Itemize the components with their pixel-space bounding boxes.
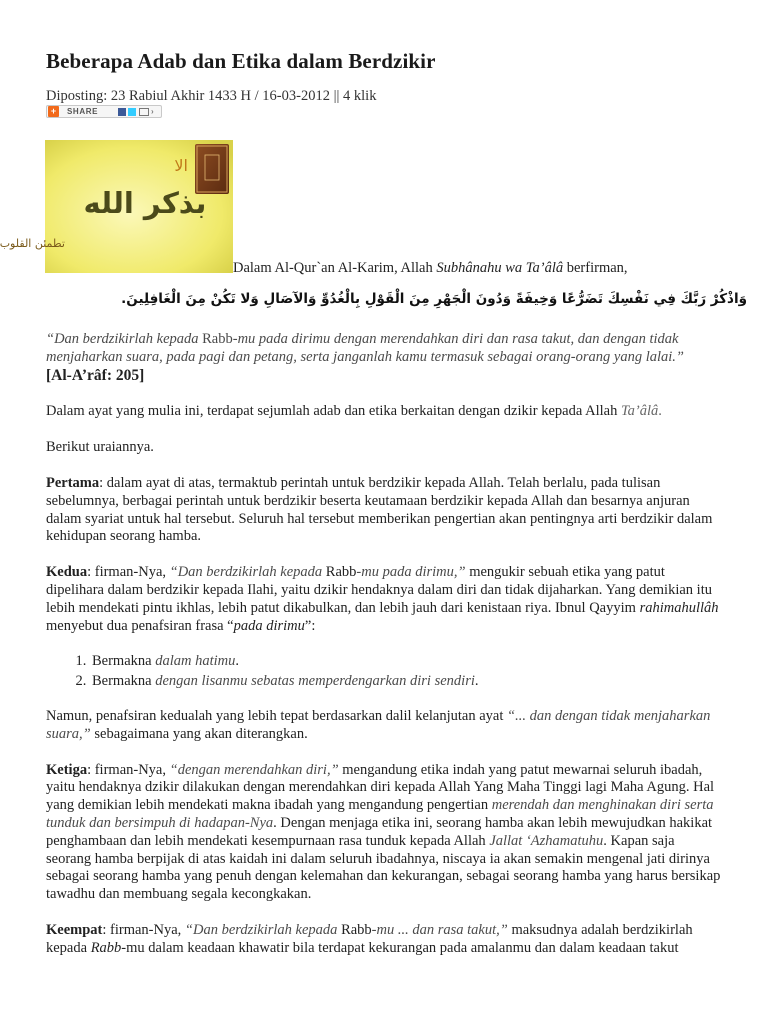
quote-text: “Dan berdzikirlah kepada bbox=[169, 564, 326, 581]
plus-icon: + bbox=[48, 106, 59, 117]
intro-suffix: berfirman, bbox=[563, 260, 628, 276]
verse-citation-line bbox=[46, 367, 722, 386]
article-image bbox=[0, 140, 233, 273]
paragraph-text: . Dengan menjaga etika ini, seorang hamba akan lebih mewujudkan hakikat penghambaan dan lebih mendekati kesempurnaan rasa tunduk kepada Allah bbox=[46, 814, 713, 849]
twitter-icon bbox=[128, 108, 136, 116]
paragraph-text: : firman-Nya, bbox=[102, 921, 185, 938]
translation-part: “Dan berdzikirlah kepada bbox=[46, 331, 203, 347]
verse-citation: [Al-A’râf: 205] bbox=[46, 366, 145, 384]
paragraph-text: maksudnya adalah berdzikirlah kepada bbox=[46, 921, 693, 956]
arabic-verse: وَاذْكُرْ رَبَّكَ فِي نَفْسِكَ تَضَرُّعًا وَخِيفَةً وَدُونَ الْجَهْرِ مِنَ الْقَوْلِ بِالْغُدُوِّ وَالآصَالِ وَلا تَكُنْ مِنَ الْغَافِلِينَ. bbox=[121, 291, 747, 307]
paragraph-text: : firman-Nya, bbox=[87, 564, 170, 581]
honorific-text: rahimahullâh bbox=[639, 599, 719, 616]
intro-line bbox=[233, 260, 628, 277]
dzikr-illustration bbox=[0, 140, 233, 273]
paragraph-end: . bbox=[658, 403, 662, 420]
section-label: Pertama bbox=[46, 474, 100, 491]
paragraph-kedua bbox=[46, 564, 722, 635]
article-title: Beberapa Adab dan Etika dalam Berdzikir bbox=[46, 49, 436, 73]
section-label: Ketiga bbox=[46, 761, 88, 778]
article-body bbox=[46, 331, 722, 976]
rabb-text: Rabb bbox=[341, 921, 372, 938]
email-icon bbox=[139, 108, 149, 116]
paragraph-namun bbox=[46, 708, 722, 744]
paragraph-text: -mu dalam keadaan khawatir bila terdapat kekurangan pada amalanmu dan dalam keadaan takut bbox=[121, 939, 679, 956]
rabb-text: Rabb bbox=[325, 564, 357, 581]
share-button[interactable] bbox=[46, 105, 162, 118]
paragraph-text: menyebut dua penafsiran frasa “ bbox=[46, 617, 234, 634]
section-label: Kedua bbox=[46, 564, 88, 581]
interpretation-list bbox=[46, 653, 722, 691]
paragraph-intro bbox=[46, 403, 722, 421]
translation-rabb: Rabb bbox=[202, 331, 233, 347]
verse-translation bbox=[46, 331, 722, 367]
posted-label: Diposting: bbox=[46, 88, 108, 104]
share-label: SHARE bbox=[67, 107, 99, 116]
list-item-suffix: . bbox=[235, 653, 239, 670]
quote-text: -mu pada dirimu,” bbox=[356, 564, 466, 581]
paragraph-text: ”: bbox=[304, 617, 316, 634]
post-meta bbox=[46, 88, 376, 105]
list-item bbox=[90, 673, 722, 691]
paragraph-pertama bbox=[46, 475, 722, 546]
paragraph-text: mengandung etika indah yang patut mewarnai seluruh ibadah, yaitu hendaknya dzikir dilakukan dengan merendahkan diri kepada Allah Yang Maha Tinggi lagi Maha Agung. Hal yang demikian lebih mendekati makna ibadah yang mengandung pengertian bbox=[46, 761, 715, 814]
rabb-text: Rabb bbox=[90, 939, 122, 956]
quote-text: “Dan berdzikirlah kepada bbox=[184, 921, 342, 938]
posted-date: 23 Rabiul Akhir 1433 H / 16-03-2012 || 4 klik bbox=[110, 88, 377, 104]
paragraph-text: Namun, penafsiran kedualah yang lebih tepat berdasarkan dalil kelanjutan ayat bbox=[46, 707, 507, 724]
italic-text: Jallat ‘Azhamatuhu bbox=[489, 832, 604, 849]
quote-text: “dengan merendahkan diri,” bbox=[169, 761, 339, 778]
image-sub-text: تطمئن القلوب bbox=[0, 237, 65, 250]
list-item-suffix: . bbox=[474, 673, 479, 690]
paragraph-text: mengukir sebuah etika yang patut dipelihara dalam berdzikir kepada Ilahi, yaitu dzikir hendaknya dalam diri dan tidak dijaharkan. Yang demikian itu lebih mendekati pintu ikhlas, lebih patut dikabulkan, dan lebih jauh dari kenistaan riya. Ibnul Qayyim bbox=[46, 564, 712, 616]
paragraph-text: sebagaimana yang akan diterangkan. bbox=[90, 725, 308, 742]
paragraph-text: : dalam ayat di atas, termaktub perintah untuk berdzikir kepada Allah. Telah berlalu, pada tulisan sebelumnya, berbagai perintah untuk berdzikir beserta keutamaan berdzikir kepada Allah dan besarnya anjuran dalam syariat untuk hal tersebut. Seluruh hal tersebut memberikan pengertian akan pentingnya arti berdzikir dalam kehidupan seorang hamba. bbox=[46, 474, 713, 545]
list-item-prefix: Bermakna bbox=[92, 653, 156, 670]
quote-text: -mu ... dan rasa takut,” bbox=[371, 921, 508, 938]
more-icon: › bbox=[151, 106, 154, 116]
list-item-prefix: Bermakna bbox=[92, 673, 156, 690]
paragraph-keempat bbox=[46, 922, 722, 958]
list-item bbox=[90, 653, 722, 671]
quote-text: “... dan dengan tidak menjaharkan suara,” bbox=[46, 707, 711, 742]
paragraph-text: . Kapan saja seorang hamba berpijak di atas kaidah ini dalam seluruh ibadahnya, niscaya ia akan semakin mengenal jati dirinya sebagai seorang hamba yang penuh dengan kelemahan dan kekurangan, sebagai seorang hamba yang harus bersikap tawadhu dan membuang segala kecongkakan. bbox=[46, 832, 721, 903]
image-corner-text: الا bbox=[174, 156, 188, 175]
phrase-text: pada dirimu bbox=[233, 617, 305, 634]
list-item-italic: dengan lisanmu sebatas memperdengarkan diri sendiri bbox=[155, 673, 475, 690]
intro-prefix: Dalam Al-Qur`an Al-Karim, Allah bbox=[233, 260, 437, 276]
paragraph-italic: Ta’âlâ bbox=[620, 403, 659, 420]
paragraph-text: : firman-Nya, bbox=[87, 761, 170, 778]
paragraph-berikut: Berikut uraiannya. bbox=[46, 439, 154, 456]
italic-text: merendah dan menghinakan diri serta tunduk dan bersimpuh di hadapan-Nya bbox=[46, 797, 714, 831]
paragraph-ketiga bbox=[46, 762, 722, 904]
paragraph-text: Dalam ayat yang mulia ini, terdapat sejumlah adab dan etika berkaitan dengan dzikir kepada Allah bbox=[46, 403, 621, 420]
image-main-text: بذكر الله bbox=[83, 186, 207, 220]
intro-allah-title: Subhânahu wa Ta’âlâ bbox=[436, 260, 564, 276]
section-label: Keempat bbox=[46, 921, 103, 938]
facebook-icon bbox=[118, 108, 126, 116]
list-item-italic: dalam hatimu bbox=[155, 653, 236, 670]
translation-part: -mu pada dirimu dengan merendahkan diri dan rasa takut, dan dengan tidak menjaharkan suara, pada pagi dan petang, serta janganlah kamu termasuk sebagai orang-orang yang lalai.” bbox=[46, 331, 684, 365]
